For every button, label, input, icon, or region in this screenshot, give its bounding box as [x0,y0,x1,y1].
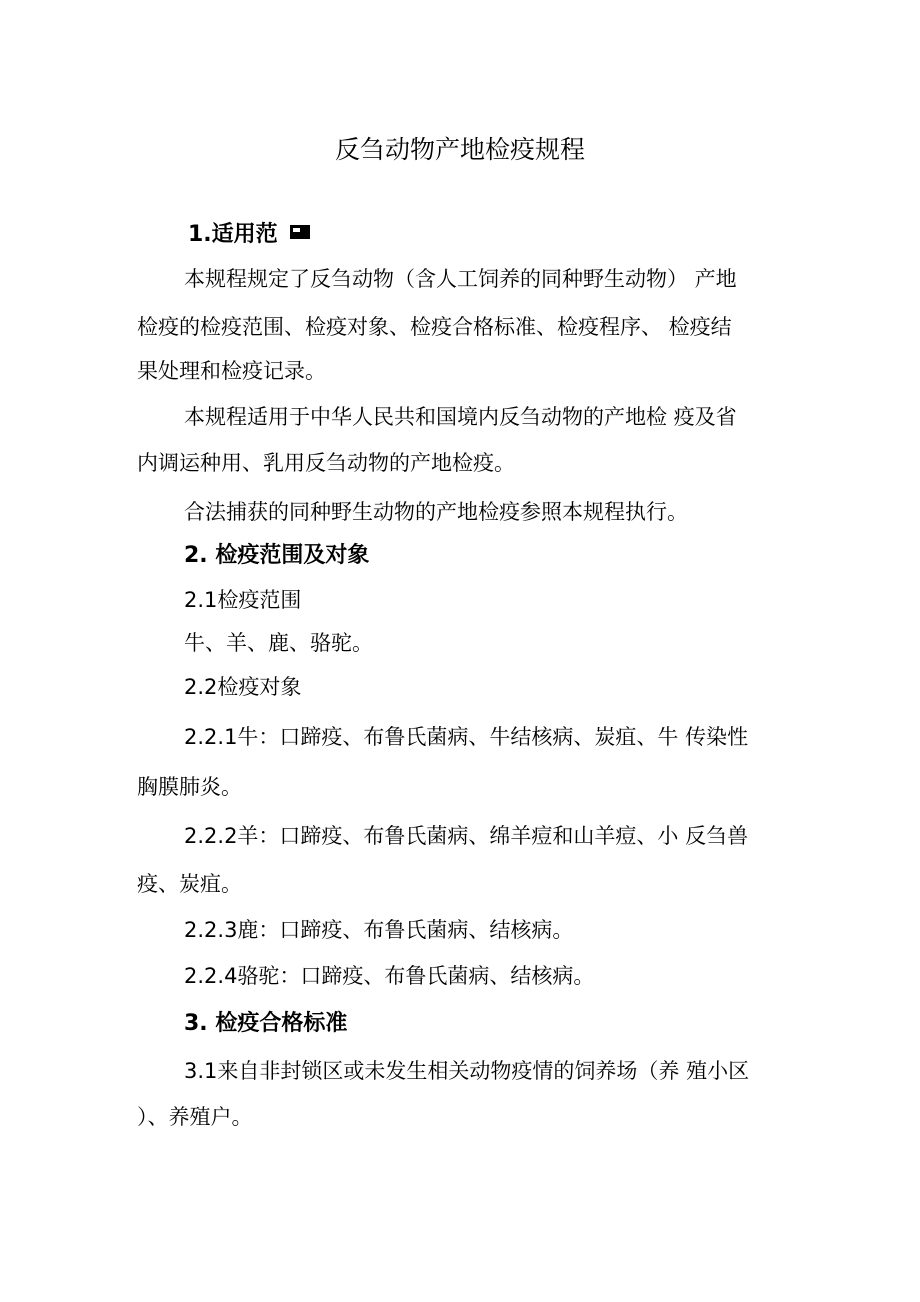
flag-icon [290,225,310,239]
s1-para1-line3: 果处理和检疫记录。 [137,359,326,383]
s3-para1-line1: 3.1来自非封锁区或未发生相关动物疫情的饲养场（养 殖小区 [184,1059,750,1083]
section-2-heading: 2. 检疫范围及对象 [184,543,370,568]
s2-item1-line1: 2.2.1牛：口蹄疫、布鲁氏菌病、牛结核病、炭疽、牛 传染性 [184,725,749,749]
section-1-heading-text: 1.适用范 [188,222,278,247]
s2-item4: 2.2.4骆驼：口蹄疫、布鲁氏菌病、结核病。 [184,964,595,988]
s2-sub1-text: 牛、羊、鹿、骆驼。 [184,631,373,655]
s1-para2-line2: 内调运种用、乳用反刍动物的产地检疫。 [137,451,515,475]
section-1-heading [188,221,310,249]
s1-para1-line1: 本规程规定了反刍动物（含人工饲养的同种野生动物） 产地 [184,267,737,291]
s1-para3: 合法捕获的同种野生动物的产地检疫参照本规程执行。 [184,500,688,524]
s3-para1-line2: ）、养殖户。 [137,1105,253,1129]
s2-item2-line1: 2.2.2羊：口蹄疫、布鲁氏菌病、绵羊痘和山羊痘、小 反刍兽 [184,824,749,848]
s1-para1-line2: 检疫的检疫范围、检疫对象、检疫合格标准、检疫程序、 检疫结 [137,315,732,339]
s2-item1-line2: 胸膜肺炎。 [137,775,242,799]
s1-para2-line1: 本规程适用于中华人民共和国境内反刍动物的产地检 疫及省 [184,405,737,429]
s2-item2-line2: 疫、炭疽。 [137,872,242,896]
s2-item3: 2.2.3鹿：口蹄疫、布鲁氏菌病、结核病。 [184,918,574,942]
section-3-heading: 3. 检疫合格标准 [184,1011,348,1036]
s2-sub2-title: 2.2检疫对象 [184,675,302,699]
document-title: 反刍动物产地检疫规程 [334,135,585,164]
s2-sub1-title: 2.1检疫范围 [184,588,302,612]
